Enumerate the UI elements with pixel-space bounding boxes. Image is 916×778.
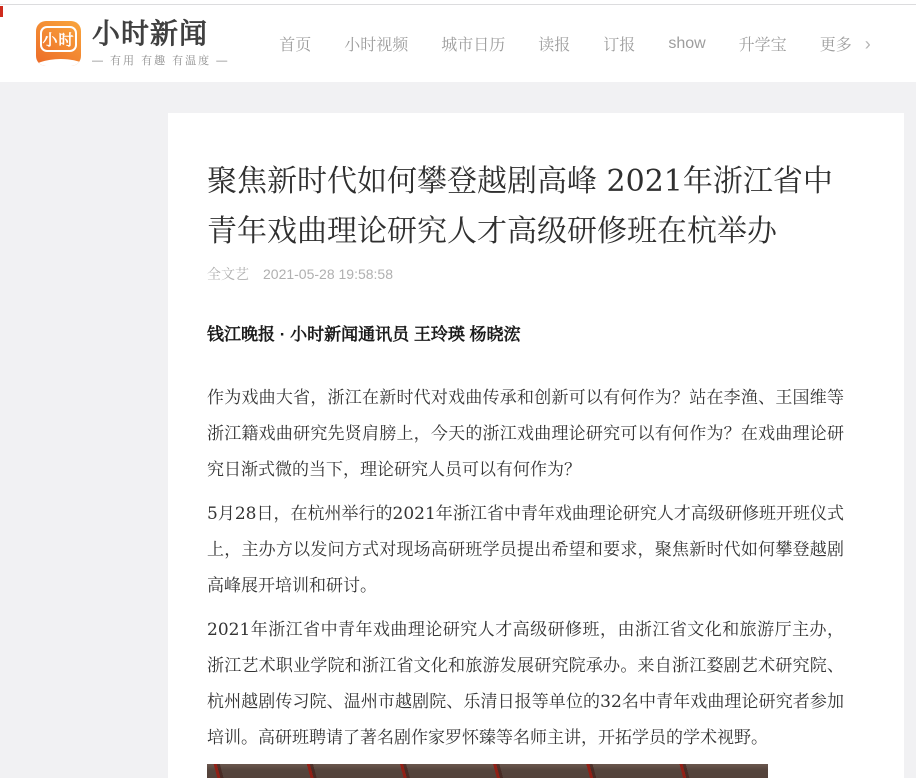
nav-item-shengxuebao[interactable]: 升学宝 (738, 37, 787, 54)
chevron-right-icon: › (864, 33, 871, 54)
nav-more-label[interactable]: 更多 (819, 37, 852, 54)
article-paragraph: 2021年浙江省中青年戏曲理论研究人才高级研修班，由浙江省文化和旅游厅主办，浙江艺术职业学院和浙江省文化和旅游发展研究院承办。来自浙江婺剧艺术研究院、杭州越剧传习院、温州市越剧院、乐清日报等单位的32名中青年戏曲理论研究者参加培训。高研班聘请了著名剧作家罗怀臻等名师主讲，开拓学员的学术视野。 (207, 620, 844, 748)
page-background (0, 82, 916, 778)
logo-text: 小时 (40, 26, 77, 52)
article-meta (207, 263, 844, 285)
article-title: 聚焦新时代如何攀登越剧高峰 2021年浙江省中青年戏曲理论研究人才高级研修班在杭举办 (207, 164, 833, 249)
article-card (168, 113, 904, 778)
nav-item-more[interactable] (820, 32, 871, 55)
article-datetime: 2021-05-28 19:58:58 (263, 266, 393, 282)
nav-item-city-calendar[interactable]: 城市日历 (441, 37, 506, 54)
logo-wave-shape (36, 57, 81, 66)
article-photo (207, 764, 768, 778)
nav-item-home[interactable]: 首页 (279, 37, 312, 54)
nav-item-show[interactable]: show (668, 34, 706, 52)
nav-item-subscribe[interactable]: 订报 (603, 37, 636, 54)
nav-item-video[interactable]: 小时视频 (344, 37, 409, 54)
article-byline: 钱江晚报 · 小时新闻通讯员 王玲瑛 杨晓浤 (207, 325, 521, 344)
brand-logo[interactable] (36, 19, 229, 68)
article-author: 全文艺 (207, 266, 249, 282)
site-tagline: — 有用 有趣 有温度 — (92, 55, 230, 67)
article-paragraph: 作为戏曲大省，浙江在新时代对戏曲传承和创新可以有何作为？站在李渔、王国维等浙江籍戏曲研究先贤肩膀上，今天的浙江戏曲理论研究可以有何作为？在戏曲理论研究日渐式微的当下，理论研究人员可以有何作为？ (207, 388, 844, 480)
article-body (207, 380, 844, 756)
site-header (0, 0, 916, 82)
main-nav (279, 32, 870, 55)
site-name: 小时新闻 (92, 18, 209, 49)
app-logo-icon (36, 21, 81, 66)
article-paragraph: 5月28日，在杭州举行的2021年浙江省中青年戏曲理论研究人才高级研修班开班仪式上，主办方以发问方式对现场高研班学员提出希望和要求，聚焦新时代如何攀登越剧高峰展开培训和研讨。 (207, 504, 844, 596)
nav-item-read-paper[interactable]: 读报 (538, 37, 571, 54)
